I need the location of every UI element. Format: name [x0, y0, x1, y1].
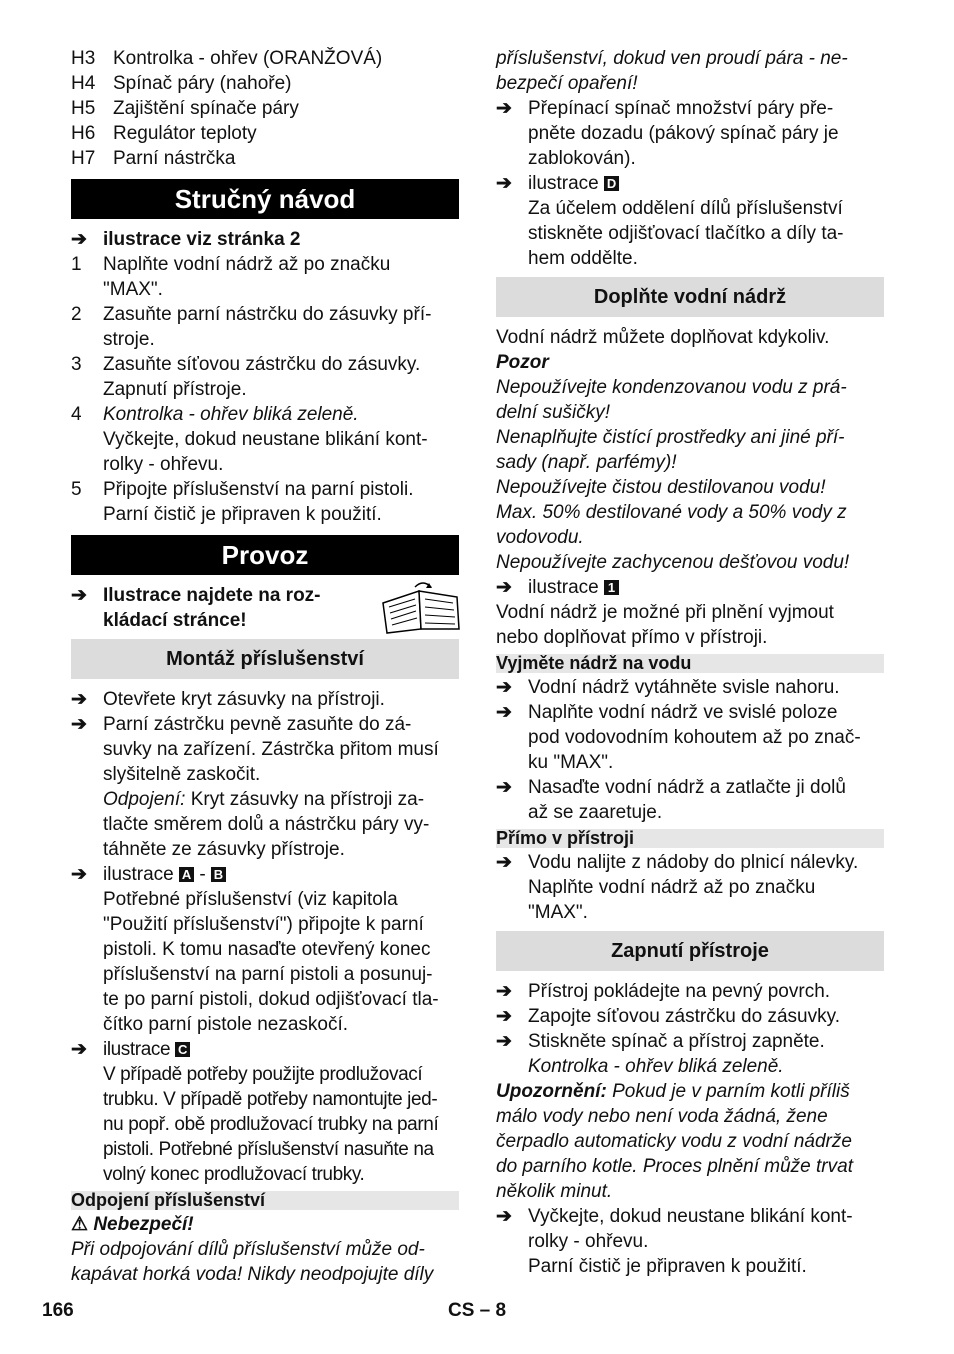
- language-section-code: CS – 8: [448, 1300, 507, 1321]
- instruction: ➔ Vodní nádrž vytáhněte svisle nahoru.: [496, 677, 840, 698]
- instruction: ➔ Přepínací spínač množství páry pře- pněte dozadu (pákový spínač páry je zablokován).: [496, 98, 839, 169]
- instruction: ➔ ilustrace A - B Potřebné příslušenství (viz kapitola "Použití příslušenství") připojte k parní pistoli. K tomu nasaďte otevřený konec příslušenství na parní pistoli a posunuj- te po parní pistoli, dokud odjišťovací tla- čítko parní pistole nezaskočí.: [71, 864, 439, 1035]
- arrow-right-icon: ➔: [71, 229, 87, 250]
- arrow-right-icon: ➔: [496, 1006, 512, 1027]
- subsection-heading-disconnect: Odpojení příslušenství: [71, 1191, 459, 1210]
- arrow-right-icon: ➔: [71, 1039, 87, 1060]
- arrow-right-icon: ➔: [496, 1206, 512, 1227]
- label-d-icon: D: [604, 176, 619, 191]
- caution-text: Nepoužívejte kondenzovanou vodu z prá- delní sušičky! Nenaplňujte čistící prostředky ani jiné pří- sady (např. parfémy)! Nepoužívejte čistou destilovanou vodu! Max. 50% destilované vody a 50% vody z vodovodu. Nepoužívejte zachycenou dešťovou vodu!: [496, 377, 850, 573]
- arrow-right-icon: ➔: [71, 864, 87, 885]
- step-3: 3 Zasuňte síťovou zástrčku do zásuvky. Zapnutí přístroje.: [71, 354, 421, 400]
- part-row: H5 Zajištění spínače páry: [71, 98, 299, 119]
- instruction: ➔ Vyčkejte, dokud neustane blikání kont- rolky - ohřevu. Parní čistič je připraven k použití.: [496, 1206, 853, 1277]
- label-c-icon: C: [175, 1042, 190, 1057]
- part-row: H6 Regulátor teploty: [71, 123, 257, 144]
- section-heading-quick-guide: Stručný návod: [71, 179, 459, 219]
- danger-text: Při odpojování dílů příslušenství může od- kapávat horká voda! Nikdy neodpojujte díly: [71, 1239, 434, 1285]
- instruction: ➔ Otevřete kryt zásuvky na přístroji.: [71, 689, 385, 710]
- instruction: ➔ Zapojte síťovou zástrčku do zásuvky.: [496, 1006, 840, 1027]
- instruction: ➔ Naplňte vodní nádrž ve svislé poloze pod vodovodním kohoutem až po znač- ku "MAX".: [496, 702, 861, 773]
- instruction: ➔ Přístroj pokládejte na pevný povrch.: [496, 981, 831, 1002]
- notice-text: Upozornění: Pokud je v parním kotli příliš málo vody nebo není voda žádná, žene čerpadlo automaticky vodu z vodní nádrže do parního kotle. Proces plnění může trvat několik minut.: [496, 1081, 853, 1202]
- label-1-icon: 1: [604, 580, 619, 595]
- instruction: ➔ ilustrace 1: [496, 575, 884, 600]
- arrow-right-icon: ➔: [71, 585, 87, 606]
- section-heading-refill-tank: Doplňte vodní nádrž: [496, 277, 884, 317]
- instruction: ➔ Parní zástrčku pevně zasuňte do zá- suvky na zařízení. Zástrčka přitom musí slyšitelně zaskočit. Odpojení: Kryt zásuvky na přístroji za- tlačte směrem dolů a nástrčku páry vy- táhněte ze zásuvky přístroje.: [71, 714, 439, 860]
- part-row: H7 Parní nástrčka: [71, 148, 236, 169]
- paragraph: Vodní nádrž je možné při plnění vyjmout nebo doplňovat přímo v přístroji.: [496, 602, 834, 648]
- step-1: 1 Naplňte vodní nádrž až po značku "MAX".: [71, 254, 391, 300]
- subsection-heading-directly: Přímo v přístroji: [496, 829, 884, 848]
- arrow-right-icon: ➔: [496, 981, 512, 1002]
- danger-text-continued: příslušenství, dokud ven proudí pára - ne- bezpečí opaření!: [496, 48, 848, 94]
- paragraph: Vodní nádrž můžete doplňovat kdykoliv.: [496, 327, 830, 348]
- page-number: 166: [42, 1300, 74, 1321]
- instruction: ➔ ilustrace C V případě potřeby použijte prodlužovací trubku. V případě potřeby namontujte jed- nu popř. obě prodlužovací trubky na parní pistoli. Potřebné příslušenství nasuňte na volný konec prodlužovací trubky.: [71, 1039, 439, 1185]
- part-row: H4 Spínač páry (nahoře): [71, 73, 292, 94]
- instruction: ➔ Stiskněte spínač a přístroj zapněte. Kontrolka - ohřev bliká zeleně.: [496, 1031, 825, 1077]
- step-2: 2 Zasuňte parní nástrčku do zásuvky pří- stroje.: [71, 304, 432, 350]
- warning-triangle-icon: ⚠: [71, 1214, 89, 1235]
- instruction: ➔ ilustrace D Za účelem oddělení dílů příslušenství stiskněte odjišťovací tlačítko a díly ta- hem oddělte.: [496, 173, 844, 269]
- illustration-reference: ➔ ilustrace viz stránka 2: [71, 229, 301, 250]
- arrow-right-icon: ➔: [496, 777, 512, 798]
- caution-heading: Pozor: [496, 352, 549, 373]
- arrow-right-icon: ➔: [496, 1031, 512, 1052]
- left-column: [71, 46, 459, 1287]
- instruction: ➔ Nasaďte vodní nádrž a zatlačte ji dolů až se zaaretuje.: [496, 777, 846, 823]
- right-column: [496, 46, 884, 1279]
- part-row: H3 Kontrolka - ohřev (ORANŽOVÁ): [71, 48, 383, 69]
- arrow-right-icon: ➔: [496, 702, 512, 723]
- arrow-right-icon: ➔: [496, 173, 512, 194]
- label-b-icon: B: [211, 867, 226, 882]
- section-heading-accessory-assembly: Montáž příslušenství: [71, 639, 459, 679]
- section-heading-power-on: Zapnutí přístroje: [496, 931, 884, 971]
- label-a-icon: A: [179, 867, 194, 882]
- open-book-icon: [379, 581, 463, 635]
- arrow-right-icon: ➔: [496, 98, 512, 119]
- step-5: 5 Připojte příslušenství na parní pistoli. Parní čistič je připraven k použití.: [71, 479, 414, 525]
- instruction: ➔ Vodu nalijte z nádoby do plnicí nálevky. Naplňte vodní nádrž až po značku "MAX".: [496, 852, 859, 923]
- arrow-right-icon: ➔: [71, 689, 87, 710]
- step-4: 4 Kontrolka - ohřev bliká zeleně. Vyčkejte, dokud neustane blikání kont- rolky - ohřevu.: [71, 404, 428, 475]
- arrow-right-icon: ➔: [71, 714, 87, 735]
- danger-warning: ⚠ Nebezpečí!: [71, 1214, 194, 1235]
- section-heading-operation: Provoz: [71, 535, 459, 575]
- illustration-note: ➔ Ilustrace najdete na roz- kládací stránce!: [71, 583, 459, 633]
- arrow-right-icon: ➔: [496, 677, 512, 698]
- subsection-heading-remove-tank: Vyjměte nádrž na vodu: [496, 654, 884, 673]
- arrow-right-icon: ➔: [496, 577, 512, 598]
- arrow-right-icon: ➔: [496, 852, 512, 873]
